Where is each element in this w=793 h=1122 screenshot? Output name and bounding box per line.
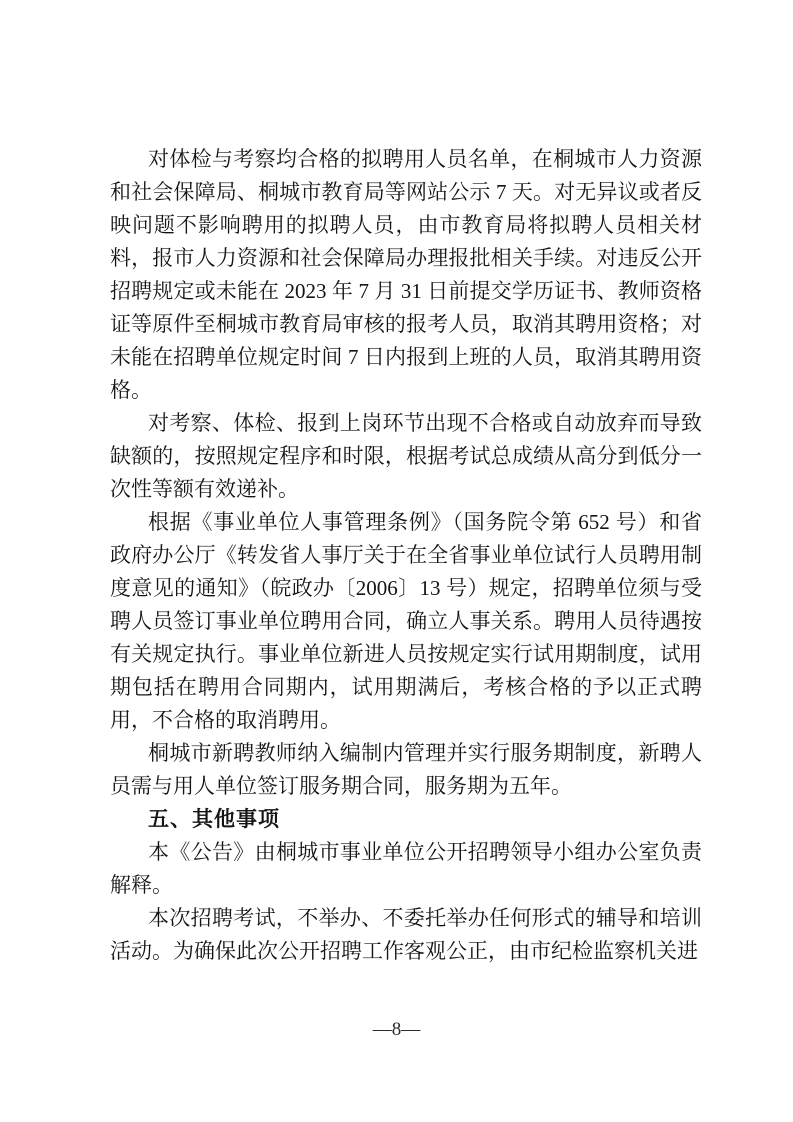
page-number: —8— — [372, 1019, 421, 1040]
paragraph-no-training: 本次招聘考试，不举办、不委托举办任何形式的辅导和培训活动。为确保此次公开招聘工作客观公正，由市纪检监察机关进 — [110, 906, 702, 963]
paragraph-replacement-rules: 对考察、体检、报到上岗环节出现不合格或自动放弃而导致缺额的，按照规定程序和时限，根据考试总成绩从高分到低分一次性等额有效递补。 — [110, 411, 702, 501]
paragraph-service-period: 桐城市新聘教师纳入编制内管理并实行服务期制度，新聘人员需与用人单位签订服务期合同，服务期为五年。 — [110, 741, 702, 798]
paragraph-contract-and-probation: 根据《事业单位人事管理条例》（国务院令第 652 号）和省政府办公厅《转发省人事厅关于在全省事业单位试行人员聘用制度意见的通知》（皖政办〔2006〕13 号）规定，招聘单位须与受聘人员签订事业单位聘用合同，确立人事关系。聘用人员待遇按有关规定执行。事业单位新进人员按规定实行试用期制度，试用期包括在聘用合同期内，试用期满后，考核合格的予以正式聘用，不合格的取消聘用。 — [110, 510, 702, 732]
section-heading-other-matters: 五、其他事项 — [148, 808, 280, 831]
document-body — [110, 143, 702, 968]
paragraph-interpretation: 本《公告》由桐城市事业单位公开招聘领导小组办公室负责解释。 — [110, 840, 702, 897]
paragraph-publicity-and-approval: 对体检与考察均合格的拟聘用人员名单，在桐城市人力资源和社会保障局、桐城市教育局等网站公示 7 天。对无异议或者反映问题不影响聘用的拟聘人员，由市教育局将拟聘人员相关材料，报市人力资源和社会保障局办理报批相关手续。对违反公开招聘规定或未能在 2023 年 7 月 31 日前提交学历证书、教师资格证等原件至桐城市教育局审核的报考人员，取消其聘用资格；对未能在招聘单位规定时间 7 日内报到上班的人员，取消其聘用资格。 — [110, 147, 702, 402]
